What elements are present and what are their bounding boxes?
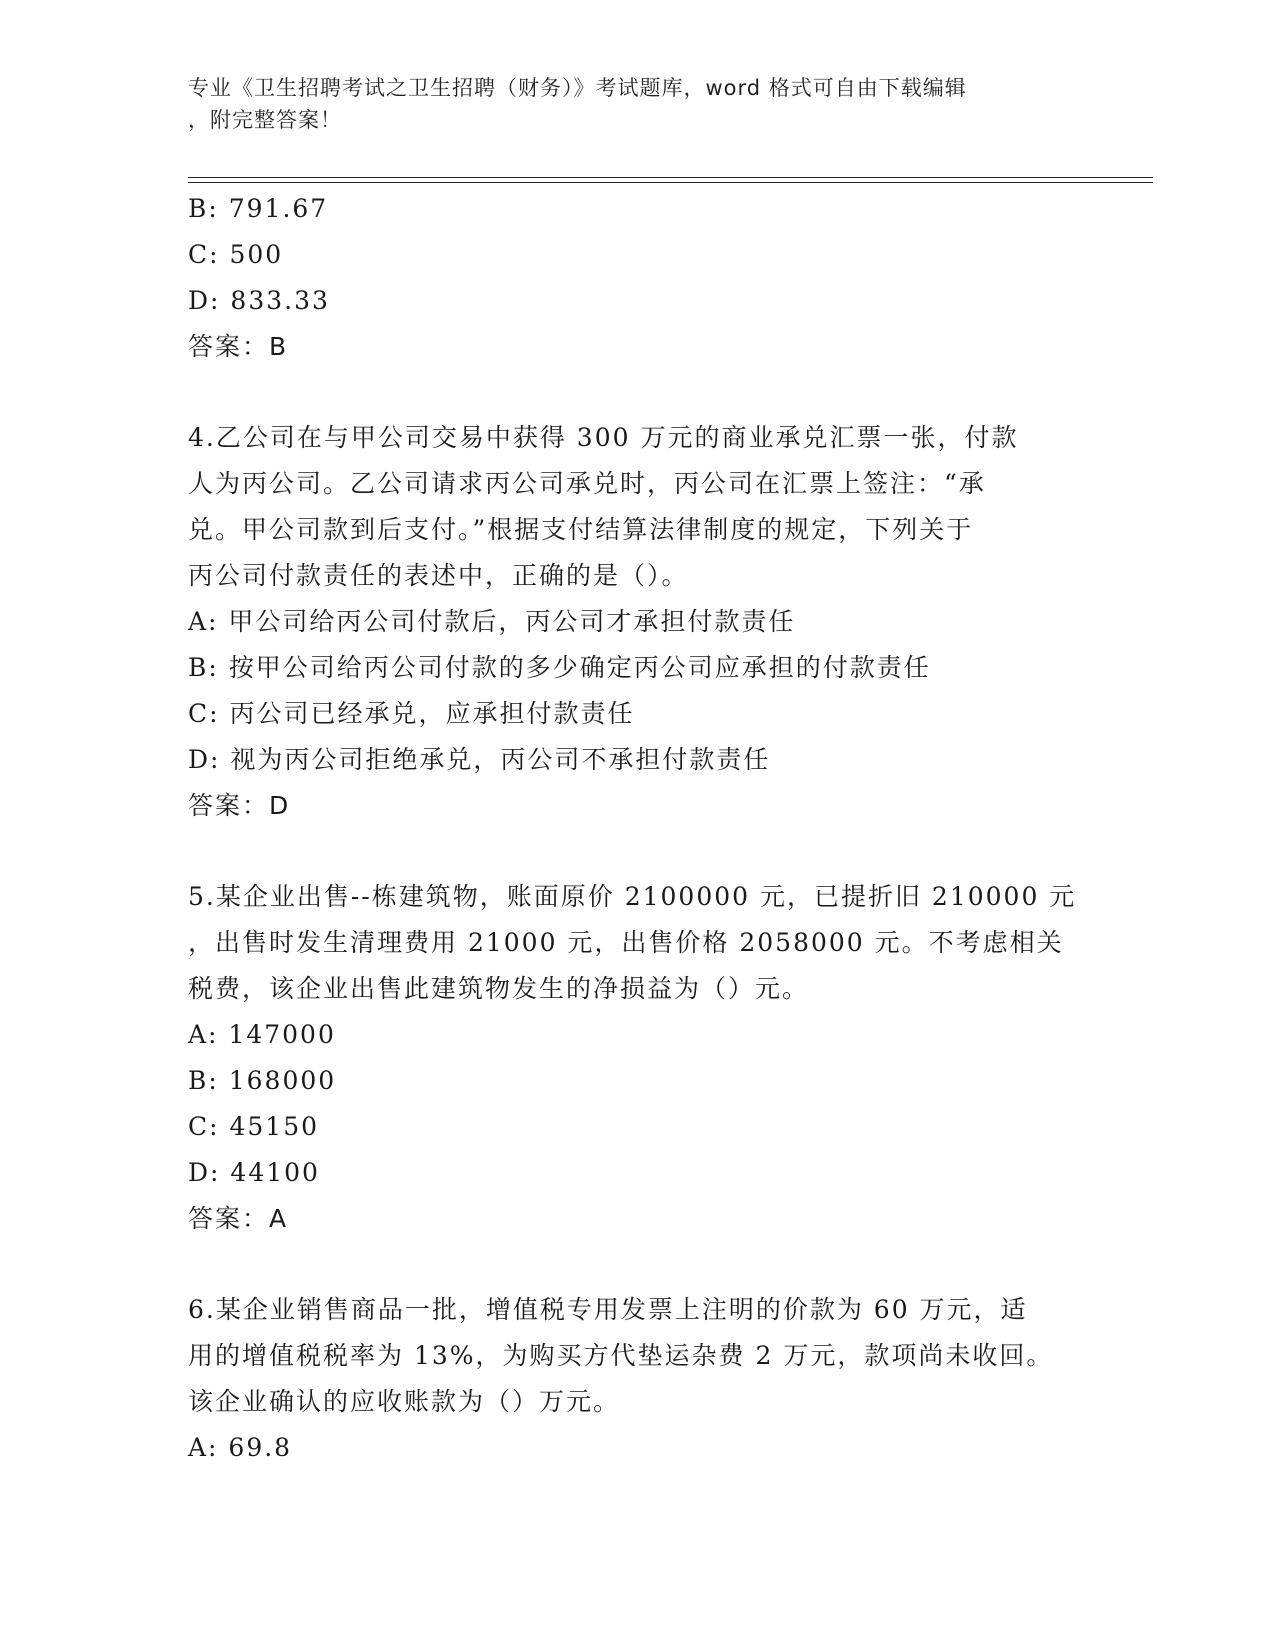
option-b: B: 791.67 [188,194,329,223]
header-line-1: 专业《卫生招聘考试之卫生招聘（财务）》考试题库，word 格式可自由下载编辑 [188,76,967,100]
question-stem-line: 丙公司付款责任的表述中，正确的是（）。 [188,561,689,590]
option-b: B: 按甲公司给丙公司付款的多少确定丙公司应承担的付款责任 [188,653,931,682]
answer: 答案：B [188,332,289,361]
option-a: A: 甲公司给丙公司付款后，丙公司才承担付款责任 [188,607,796,636]
answer: 答案：A [188,1204,289,1233]
question-stem-line: 用的增值税税率为 13%，为购买方代垫运杂费 2 万元，款项尚未收回。 [188,1341,1054,1370]
question-5 [188,874,1088,1242]
option-b: B: 168000 [188,1066,337,1095]
option-c: C: 45150 [188,1112,320,1141]
document-body [188,186,1088,1471]
option-d: D: 833.33 [188,286,330,315]
option-c: C: 丙公司已经承兑，应承担付款责任 [188,699,635,728]
option-d: D: 视为丙公司拒绝承兑，丙公司不承担付款责任 [188,745,771,774]
document-header [188,72,1068,136]
spacer [188,1242,1088,1287]
question-3-tail [188,186,1088,370]
option-a: A: 147000 [188,1020,336,1049]
question-stem-line: 6.某企业销售商品一批，增值税专用发票上注明的价款为 60 万元，适 [188,1295,1028,1324]
question-stem-line: 税费，该企业出售此建筑物发生的净损益为（）元。 [188,974,810,1003]
spacer [188,829,1088,874]
question-6 [188,1287,1088,1471]
question-stem-line: 该企业确认的应收账款为（）万元。 [188,1387,621,1416]
question-stem-line: 5.某企业出售--栋建筑物，账面原价 2100000 元，已提折旧 210000 元 [188,882,1077,911]
option-a: A: 69.8 [188,1433,293,1462]
header-rule-top [188,177,1153,178]
spacer [188,370,1088,415]
question-stem-line: ，出售时发生清理费用 21000 元，出售价格 2058000 元。不考虑相关 [188,928,1064,957]
question-stem-line: 4.乙公司在与甲公司交易中获得 300 万元的商业承兑汇票一张，付款 [188,423,1019,452]
header-line-2: ，附完整答案！ [188,108,342,132]
question-stem-line: 人为丙公司。乙公司请求丙公司承兑时，丙公司在汇票上签注：“承 [188,469,986,498]
question-stem-line: 兑。甲公司款到后支付。”根据支付结算法律制度的规定，下列关于 [188,515,974,544]
question-4 [188,415,1088,829]
option-c: C: 500 [188,240,284,269]
header-rule-bottom [188,182,1153,183]
option-d: D: 44100 [188,1158,320,1187]
answer: 答案：D [188,791,291,820]
